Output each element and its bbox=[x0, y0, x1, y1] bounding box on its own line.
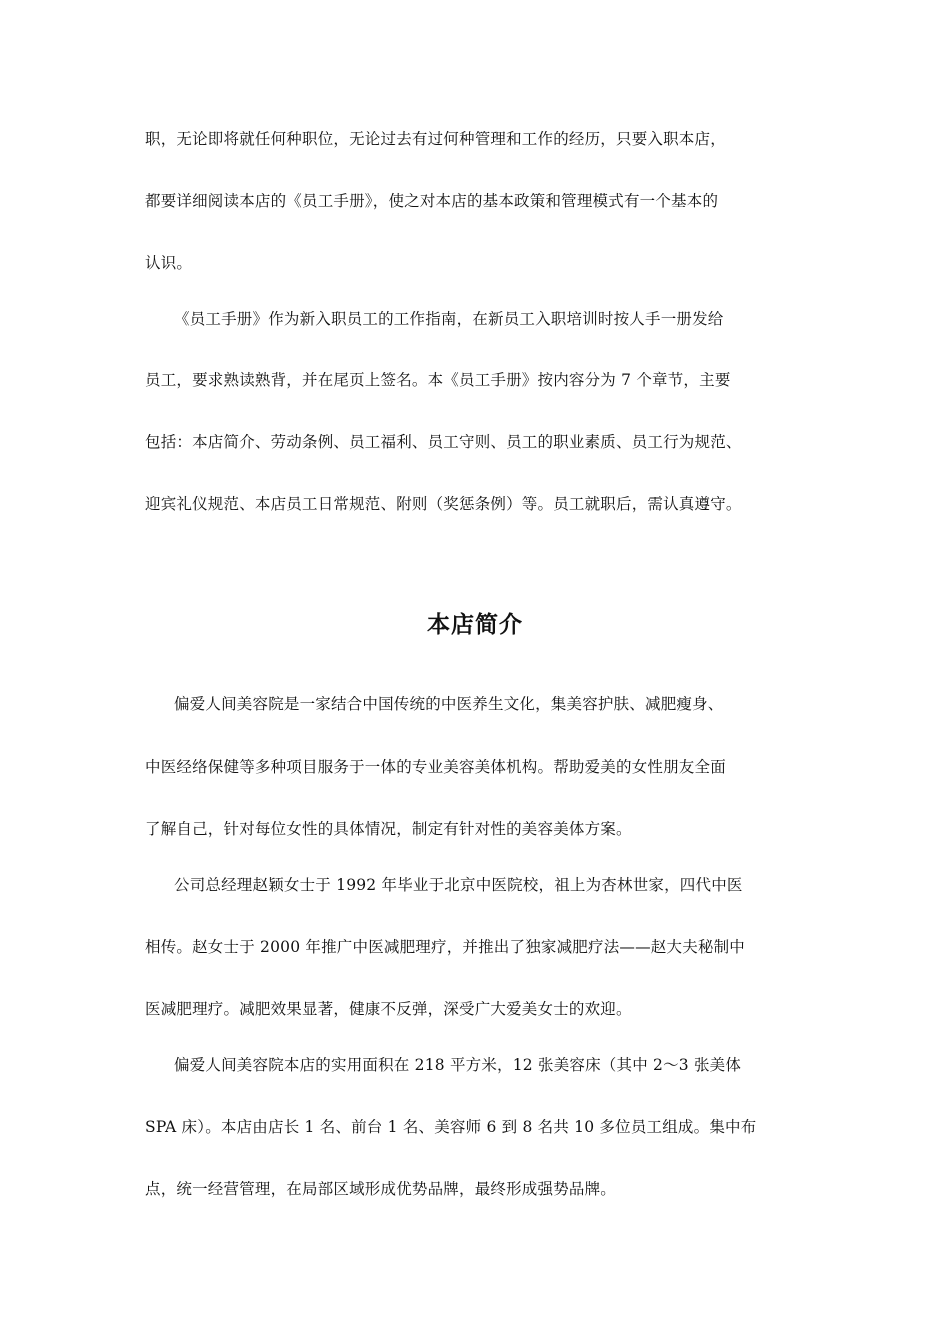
paragraph-line: 包括：本店简介、劳动条例、员工福利、员工守则、员工的职业素质、员工行为规范、 bbox=[145, 433, 742, 451]
paragraph-line: 中医经络保健等多种项目服务于一体的专业美容美体机构。帮助爱美的女性朋友全面 bbox=[145, 758, 726, 776]
paragraph-line: 《员工手册》作为新入职员工的工作指南，在新员工入职培训时按人手一册发给 bbox=[174, 310, 724, 328]
paragraph-line: 医减肥理疗。减肥效果显著，健康不反弹，深受广大爱美女士的欢迎。 bbox=[145, 1000, 632, 1018]
paragraph-line: 认识。 bbox=[145, 254, 193, 272]
paragraph-line: 公司总经理赵颖女士于 1992 年毕业于北京中医院校，祖上为杏林世家，四代中医 bbox=[174, 876, 743, 894]
paragraph-line: 员工，要求熟读熟背，并在尾页上签名。本《员工手册》按内容分为 7 个章节，主要 bbox=[145, 371, 731, 389]
paragraph-line: 都要详细阅读本店的《员工手册》，使之对本店的基本政策和管理模式有一个基本的 bbox=[145, 192, 719, 210]
paragraph-line: 迎宾礼仪规范、本店员工日常规范、附则（奖惩条例）等。员工就职后，需认真遵守。 bbox=[145, 495, 742, 513]
paragraph-line: 职，无论即将就任何种职位，无论过去有过何种管理和工作的经历，只要入职本店， bbox=[145, 130, 726, 148]
section-heading: 本店简介 bbox=[427, 612, 523, 638]
paragraph-line: 偏爱人间美容院是一家结合中国传统的中医养生文化，集美容护肤、减肥瘦身、 bbox=[174, 695, 724, 713]
paragraph-line: SPA 床）。本店由店长 1 名、前台 1 名、美容师 6 到 8 名共 10 多位员工组成。集中布 bbox=[145, 1118, 757, 1136]
paragraph-line: 了解自己，针对每位女性的具体情况，制定有针对性的美容美体方案。 bbox=[145, 820, 632, 838]
paragraph-line: 相传。赵女士于 2000 年推广中医减肥理疗，并推出了独家减肥疗法——赵大夫秘制中 bbox=[145, 938, 746, 956]
paragraph-line: 点，统一经营管理，在局部区域形成优势品牌，最终形成强势品牌。 bbox=[145, 1180, 617, 1198]
paragraph-line: 偏爱人间美容院本店的实用面积在 218 平方米，12 张美容床（其中 2～3 张美体 bbox=[174, 1056, 742, 1074]
